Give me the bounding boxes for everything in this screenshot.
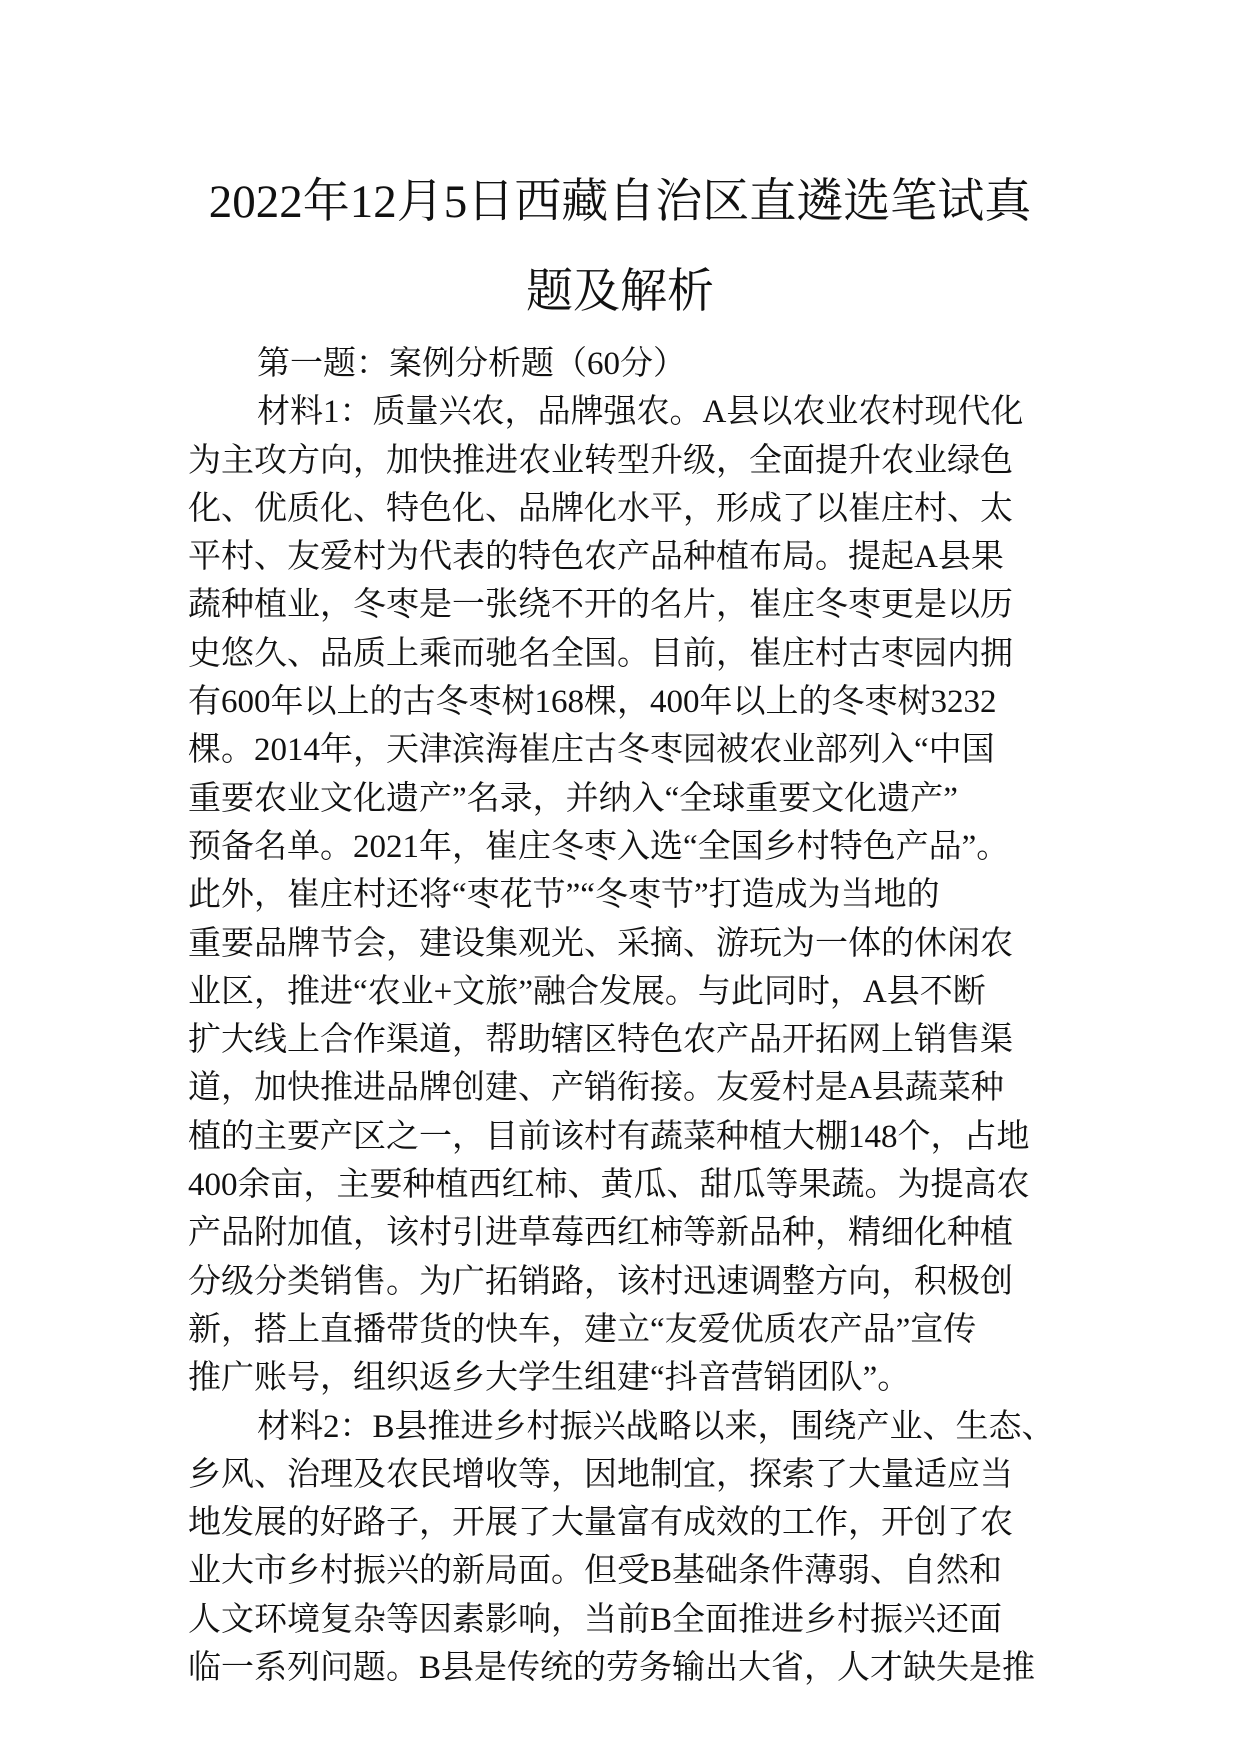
paragraph-line: 棵。2014年，天津滨海崔庄古冬枣园被农业部列入“中国 [188,732,995,769]
paragraph-line: 化、优质化、特色化、品牌化水平，形成了以崔庄村、太 [188,490,1013,527]
paragraph-line: 道，加快推进品牌创建、产销衔接。友爱村是A县蔬菜种 [188,1070,1004,1107]
paragraph-line: 重要品牌节会，建设集观光、采摘、游玩为一体的休闲农 [188,925,1013,962]
paragraph-line: 材料1：质量兴农，品牌强农。A县以农业农村现代化 [257,394,1024,431]
paragraph-line: 临一系列问题。B县是传统的劳务输出大省，人才缺失是推 [188,1650,1036,1687]
paragraph-line: 人文环境复杂等因素影响，当前B全面推进乡村振兴还面 [188,1601,1003,1638]
paragraph-line: 植的主要产区之一，目前该村有蔬菜种植大棚148个，占地 [188,1118,1030,1155]
paragraph-line: 扩大线上合作渠道，帮助辖区特色农产品开拓网上销售渠 [188,1022,1013,1059]
question-heading: 第一题：案例分析题（60分） [257,346,686,382]
document-body [188,340,1058,1692]
paragraph-line: 平村、友爱村为代表的特色农产品种植布局。提起A县果 [188,539,1004,576]
paragraph-line: 产品附加值，该村引进草莓西红柿等新品种，精细化种植 [188,1215,1013,1252]
paragraph-line: 为主攻方向，加快推进农业转型升级，全面提升农业绿色 [188,442,1013,479]
paragraph-line: 预备名单。2021年，崔庄冬枣入选“全国乡村特色产品”。 [188,828,1010,865]
paragraph-line: 新，搭上直播带货的快车，建立“友爱优质农产品”宣传 [188,1311,977,1348]
paragraph-line: 材料2：B县推进乡村振兴战略以来，围绕产业、生态、 [257,1408,1055,1445]
paragraph-line: 分级分类销售。为广拓销路，该村迅速调整方向，积极创 [188,1263,1013,1300]
paragraph-line: 此外，崔庄村还将“枣花节”“冬枣节”打造成为当地的 [188,877,940,914]
paragraph-line: 地发展的好路子，开展了大量富有成效的工作，开创了农 [188,1505,1013,1542]
paragraph-line: 400余亩，主要种植西红柿、黄瓜、甜瓜等果蔬。为提高农 [188,1167,1030,1204]
document-title-line-2: 题及解析 [526,266,714,318]
paragraph-line: 推广账号，组织返乡大学生组建“抖音营销团队”。 [188,1360,911,1397]
paragraph-line: 业大市乡村振兴的新局面。但受B基础条件薄弱、自然和 [188,1553,1003,1590]
paragraph-line: 史悠久、品质上乘而驰名全国。目前，崔庄村古枣园内拥 [188,635,1013,672]
paragraph-line: 有600年以上的古冬枣树168棵，400年以上的冬枣树3232 [188,684,997,721]
paragraph-line: 重要农业文化遗产”名录，并纳入“全球重要文化遗产” [188,780,958,817]
paragraph-line: 蔬种植业，冬枣是一张绕不开的名片，崔庄冬枣更是以历 [188,587,1013,624]
document-title-line-1: 2022年12月5日西藏自治区直遴选笔试真 [208,176,1032,228]
paragraph-line: 乡风、治理及农民增收等，因地制宜，探索了大量适应当 [188,1456,1013,1493]
paragraph-line: 业区，推进“农业+文旅”融合发展。与此同时，A县不断 [188,973,986,1010]
